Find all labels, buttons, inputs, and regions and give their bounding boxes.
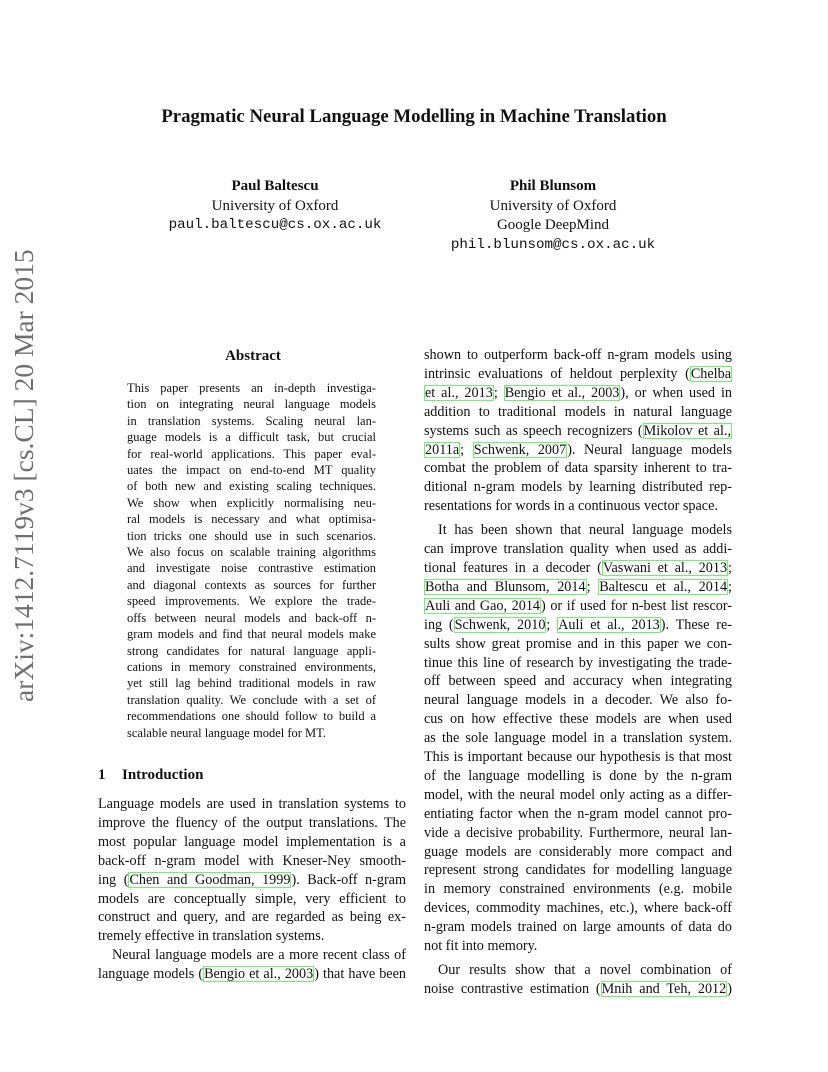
text-line: tremely effective in translation systems. [98,928,325,945]
text-line: in translation systems. Scaling neural lan- [127,413,376,428]
text-segment: ; [493,384,504,401]
text-line: We show when explicitly normalising neu- [127,495,376,510]
text-line: entiating factor when the n-gram model cannot pro- [424,805,732,822]
text-line: scalable neural language model for MT. [127,725,326,740]
text-line: strong candidates for natural language appli- [127,643,376,658]
text-segment: systems such as speech recognizers ( [424,422,643,439]
citation-link[interactable]: 2011a [425,441,460,458]
text-line: offs between neural models and back-off n- [127,610,376,625]
text-line: n-gram models trained on large amounts of data do [424,919,732,936]
text-line: sults show great promise and in this paper we con- [424,635,732,652]
text-segment: ). Back-off n-gram [291,871,407,888]
section-heading-introduction [98,765,203,785]
author-email[interactable]: paul.baltescu@cs.ox.ac.uk [168,217,382,233]
text-line: tion on integrating neural language models [127,397,376,412]
citation-link[interactable]: Botha and Blunsom, 2014 [425,578,586,595]
text-line [98,871,406,890]
citation-link[interactable]: Bengio et al., 2003 [504,384,620,401]
text-line: guage models is a difficult task, but crucial [127,430,376,445]
text-line: vide a decisive probability. Furthermore, neural lan- [424,824,732,841]
text-line: devices, commodity machines, etc.), where back-off [424,900,732,917]
author-name: Paul Baltescu [231,178,319,194]
text-line: back-off n-gram model with Kneser-Ney smooth- [98,852,406,869]
text-line: for real-world applications. This paper eval- [127,446,376,461]
text-line: can improve translation quality when used as addi- [424,541,732,558]
text-line [424,597,732,616]
text-line: model, with the neural model only acting as a differ- [424,786,732,803]
text-line: cus on how effective these models are when used [424,711,732,728]
text-line: construct and query, and are regarded as being ex- [98,909,406,926]
text-line: in memory constrained environments (e.g. mobile [424,881,732,898]
citation-link[interactable]: Chelba [690,365,731,382]
text-line: recommendations one should follow to build a [127,709,376,724]
text-segment: ) that have been [314,966,406,983]
text-line: addition to traditional models in natural language [424,403,732,420]
citation-link[interactable]: Mnih and Teh, 2012 [601,980,727,997]
text-line: uates the impact on end-to-end MT quality [127,463,376,478]
text-line: and diagonal contexts as sources for further [127,577,376,592]
text-segment: intrinsic evaluations of heldout perplexity ( [424,365,690,382]
section-number: 1 [98,767,106,783]
text-line: resentations for words in a continuous vector space. [424,498,718,515]
text-line: neural language models in a decoder. We also fo- [424,692,732,709]
author-block-2 [418,177,688,255]
text-line: guage models are considerably more compact and [424,843,732,860]
text-line: not fit into memory. [424,938,538,955]
text-line: and investigate noise contrastive estimation [127,561,376,576]
text-line: represent strong candidates for modelling language [424,862,732,879]
citation-link[interactable]: Chen and Goodman, 1999 [129,871,291,888]
text-line: of both new and existing scaling techniques. [127,479,376,494]
text-segment: noise contrastive estimation ( [424,980,601,997]
text-line: of the language modelling is done by the n-gram [424,767,732,784]
text-line: as the sole language model in a translation system. [424,730,732,747]
text-segment: tional features in a decoder ( [424,559,602,576]
text-line: This paper presents an in-depth investiga- [127,381,376,395]
arxiv-stamp: arXiv:1412.7119v3 [cs.CL] 20 Mar 2015 [8,249,39,702]
text-line [424,422,732,441]
text-segment: ; [728,578,732,595]
author-name: Phil Blunsom [509,178,597,194]
citation-link[interactable]: et al., 2013 [425,384,493,401]
paper-title: Pragmatic Neural Language Modelling in Machine Translation [161,106,667,127]
intro-column-right [424,346,732,999]
text-line: cations in memory constrained environments, [127,659,376,674]
text-segment: ing ( [424,616,454,633]
text-line [424,559,732,578]
text-line: speed improvements. We explore the trade- [127,594,376,609]
text-line: ditional n-gram models by learning distributed rep- [424,479,732,496]
text-line: models are conceptually simple, very efficient to [98,890,406,907]
text-line: We also focus on scalable training algorithms [127,545,376,560]
section-title: Introduction [122,767,204,783]
text-segment: ing ( [98,871,129,888]
text-line [424,578,732,597]
text-line: improve the fluency of the output translations. The [98,814,406,831]
text-segment: language models ( [98,966,204,983]
text-line: off between speed and accuracy when integrating [424,673,732,690]
text-segment: ) or if used for n-best list rescor- [541,597,732,614]
text-line: It has been shown that neural language models [438,522,732,539]
text-line [98,965,406,984]
text-line [424,441,732,460]
intro-column-left [98,795,406,984]
text-segment: ). Neural language models [567,441,732,458]
author-email[interactable]: phil.blunsom@cs.ox.ac.uk [450,236,656,253]
text-segment: ; [728,559,732,576]
text-line [424,384,732,403]
text-line: This is important because our hypothesis is that most [424,749,732,766]
text-segment: ; [460,441,473,458]
text-segment: ) [727,980,732,997]
text-line: most popular language model implementation is a [98,833,406,850]
text-line: tinue this line of research by investigating the trade- [424,654,732,671]
text-segment: ), or when used in [620,384,732,401]
citation-link[interactable]: Auli et al., 2013 [558,616,660,633]
text-line: ral models is necessary and what optimisa- [127,512,376,527]
citation-link[interactable]: Schwenk, 2010 [454,616,546,633]
text-line: shown to outperform back-off n-gram models using [424,347,732,363]
text-line: Our results show that a novel combination of [438,962,732,978]
citation-link[interactable]: Baltescu et al., 2014 [599,578,728,595]
abstract-body [127,380,376,741]
text-line: combat the problem of data sparsity inherent to tra- [424,460,732,477]
text-line: Language models are used in translation systems to [98,796,406,812]
citation-link[interactable]: Auli and Gao, 2014 [425,597,541,614]
text-line: Neural language models are a more recent class of [112,947,406,964]
text-segment: ; [546,616,558,633]
citation-link[interactable]: Schwenk, 2007 [473,441,567,458]
text-line: translation quality. We conclude with a set of [127,692,376,707]
citation-link[interactable]: Vaswani et al., 2013 [602,559,728,576]
author-affiliation: University of Oxford [489,197,617,214]
citation-link[interactable]: Bengio et al., 2003 [204,966,314,983]
abstract-heading: Abstract [225,348,281,364]
text-line: tion tricks one should use in such scenarios. [127,528,376,543]
text-segment: ; [586,578,599,595]
text-line [424,616,732,635]
text-line [424,365,732,384]
author-affiliation-2: Google DeepMind [496,217,610,233]
text-segment: ). These re- [660,616,733,633]
author-block-1 [140,177,410,236]
text-line [424,980,732,999]
author-affiliation: University of Oxford [211,197,339,214]
text-line: gram models and find that neural models make [127,627,376,642]
text-line: yet still lag behind traditional models in raw [127,676,376,691]
citation-link[interactable]: Mikolov et al., [643,422,731,439]
